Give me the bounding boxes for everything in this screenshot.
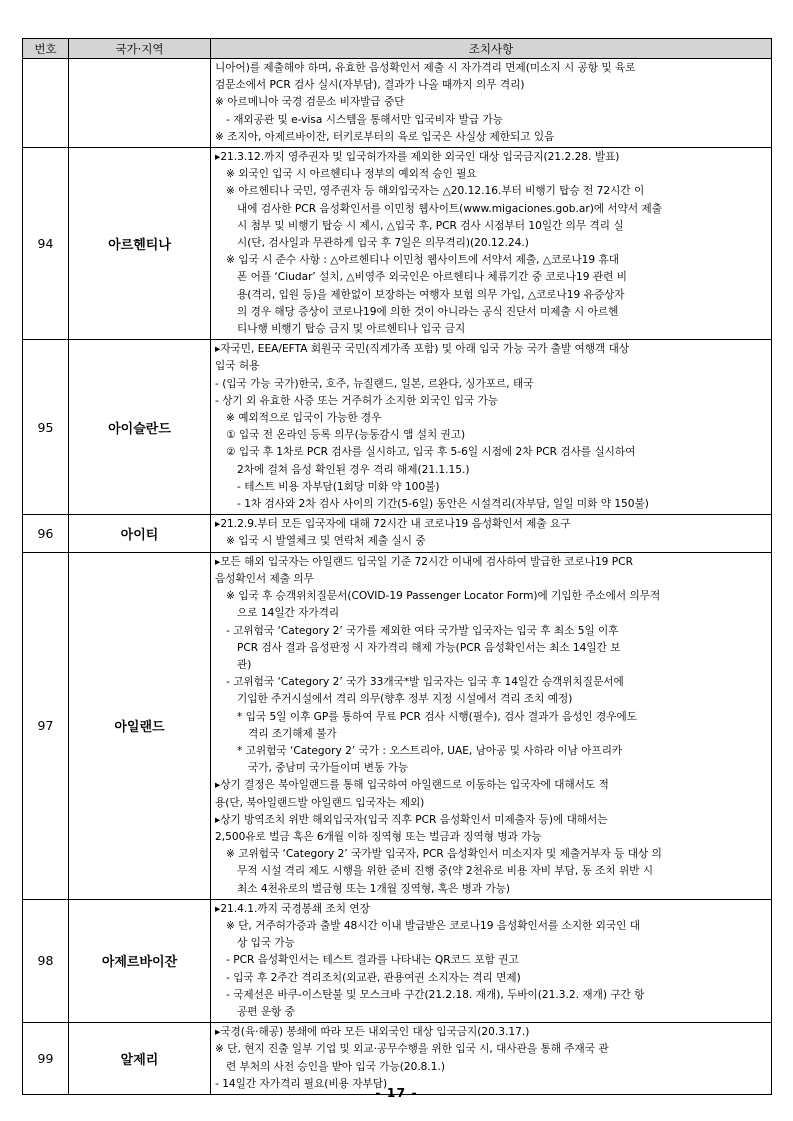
measure-line: - 상기 외 유효한 사증 또는 거주허가 소지한 외국인 입국 가능 <box>215 394 499 407</box>
measure-line: ▸21.4.1.까지 국경봉쇄 조치 연장 <box>215 902 370 915</box>
measure-line: ※ 입국 후 승객위치질문서(COVID-19 Passenger Locator Form)에 기입한 주소에서 의무적 <box>226 590 661 603</box>
measure-line: 입국 허용 <box>215 360 260 373</box>
row-number: 95 <box>23 340 69 515</box>
row-measures <box>211 515 772 552</box>
row-country: 아일랜드 <box>69 552 211 899</box>
measure-line: 폰 어플 ‘Ciudar’ 설치, △비영주 외국인은 아르헨티나 체류기간 중 코로나19 관련 비 <box>237 271 627 284</box>
table-header-row <box>23 39 772 59</box>
measure-line: ※ 입국 시 발열체크 및 연락처 제출 실시 중 <box>226 535 426 548</box>
row-measures <box>211 148 772 340</box>
document-page <box>22 38 771 1095</box>
measures-table <box>22 38 772 1095</box>
measure-line: 시(단, 검사일과 무관하게 입국 후 7일은 의무격리)(20.12.24.) <box>237 237 529 250</box>
measure-line: ▸상기 방역조치 위반 해외입국자(입국 직후 PCR 음성확인서 미제출자 등)에 대해서는 <box>215 813 608 826</box>
measure-line: - 고위험국 ‘Category 2’ 국가를 제외한 여타 국가발 입국자는 입국 후 최소 5일 이후 <box>226 624 619 637</box>
measure-line: - 입국 후 2주간 격리조치(외교관, 관용여권 소지자는 격리 면제) <box>226 971 521 984</box>
measure-line: 2차에 걸쳐 음성 확인된 경우 격리 해제(21.1.15.) <box>237 463 470 476</box>
header-country: 국가·지역 <box>69 39 211 59</box>
row-country: 아제르바이잔 <box>69 899 211 1022</box>
measure-line: ※ 고위험국 ‘Category 2’ 국가발 입국자, PCR 음성확인서 미소지자 및 제출거부자 등 대상 의 <box>226 848 662 861</box>
measure-line: - (입국 가능 국가)한국, 호주, 뉴질랜드, 일본, 르완다, 싱가포르, 태국 <box>215 377 534 390</box>
header-number: 번호 <box>23 39 69 59</box>
table-row <box>23 515 772 552</box>
row-country: 알제리 <box>69 1023 211 1095</box>
page-number: - 17 - <box>375 1085 418 1100</box>
table-row <box>23 1023 772 1095</box>
row-measures <box>211 59 772 148</box>
table-row <box>23 899 772 1022</box>
measure-line: - 국제선은 바쿠-이스탄불 및 모스크바 구간(21.2.18. 재개), 두바이(21.3.2. 재개) 구간 항 <box>226 988 645 1001</box>
measure-line: ▸모든 해외 입국자는 아일랜드 입국일 기준 72시간 이내에 검사하여 발급한 코로나19 PCR <box>215 555 633 568</box>
table-row <box>23 552 772 899</box>
measure-line: ※ 외국인 입국 시 아르헨티나 정부의 예외적 승인 필요 <box>226 168 477 181</box>
measure-line: ※ 입국 시 준수 사항 : △아르헨티나 이민청 웹사이트에 서약서 제출, △코로나19 휴대 <box>226 254 620 267</box>
measure-line: ※ 단, 현지 진출 일부 기업 및 외교·공무수행을 위한 입국 시, 대사관을 통해 주재국 관 <box>215 1043 609 1056</box>
measure-line: 니아어)를 제출해야 하며, 유효한 음성확인서 제출 시 자가격리 면제(미소지 시 공항 및 육로 <box>215 62 636 74</box>
measure-line: 음성확인서 제출 의무 <box>215 572 314 585</box>
measure-line: 무적 시설 격리 제도 시행을 위한 준비 진행 중(약 2천유로 비용 자비 부담, 동 조치 위반 시 <box>237 865 654 878</box>
row-country: 아이슬란드 <box>69 340 211 515</box>
measure-line: 관) <box>237 658 252 671</box>
header-measures: 조치사항 <box>211 39 772 59</box>
row-country <box>69 59 211 148</box>
measure-line: 으로 14일간 자가격리 <box>237 607 340 620</box>
row-number <box>23 59 69 148</box>
measure-line: ※ 예외적으로 입국이 가능한 경우 <box>226 412 382 425</box>
measure-line: 2,500유로 벌금 혹은 6개월 이하 징역형 또는 벌금과 징역형 병과 가능 <box>215 830 542 843</box>
measure-line: 의 경우 해당 증상이 코로나19에 의한 것이 아니라는 공식 진단서 미제출 시 아르헨 <box>237 305 619 318</box>
measure-line: - PCR 음성확인서는 테스트 결과를 나타내는 QR코드 포함 권고 <box>226 954 519 967</box>
measure-line: ▸21.2.9.부터 모든 입국자에 대해 72시간 내 코로나19 음성확인서 제출 요구 <box>215 518 571 531</box>
measure-line: ▸자국민, EEA/EFTA 회원국 국민(직계가족 포함) 및 아래 입국 가능 국가 출발 여행객 대상 <box>215 343 630 356</box>
measure-line: ※ 조지아, 아제르바이잔, 터키로부터의 육로 입국은 사실상 제한되고 있음 <box>215 130 555 143</box>
measure-line: ① 입국 전 온라인 등록 의무(능동감시 앱 설치 권고) <box>226 429 466 442</box>
measure-line: * 고위험국 ‘Category 2’ 국가 : 오스트리아, UAE, 남아공 및 사하라 이남 아프리카 <box>237 744 623 757</box>
measure-line: 련 부처의 사전 승인을 받아 입국 가능(20.8.1.) <box>226 1060 446 1073</box>
measure-line: ② 입국 후 1차로 PCR 검사를 실시하고, 입국 후 5-6일 시점에 2차 PCR 검사를 실시하여 <box>226 446 636 459</box>
measure-line: ※ 단, 거주허가증과 출발 48시간 이내 발급받은 코로나19 음성확인서를 소지한 외국인 대 <box>226 919 640 932</box>
table-row <box>23 59 772 148</box>
measure-line: - 고위험국 ‘Category 2’ 국가 33개국*발 입국자는 입국 후 14일간 승객위치질문서에 <box>226 676 624 689</box>
table-row <box>23 340 772 515</box>
row-measures <box>211 1023 772 1095</box>
measure-line: 격리 조기해제 불가 <box>248 727 337 740</box>
measure-line: - 테스트 비용 자부담(1회당 미화 약 100불) <box>237 480 440 493</box>
measure-line: 시 첨부 및 비행기 탑승 시 제시, △입국 후, PCR 검사 시점부터 10일간 의무 격리 실 <box>237 219 624 232</box>
row-country: 아르헨티나 <box>69 148 211 340</box>
row-number: 94 <box>23 148 69 340</box>
measure-line: - 재외공관 및 e-visa 시스템을 통해서만 입국비자 발급 가능 <box>226 113 503 126</box>
measure-line: 내에 검사한 PCR 음성확인서를 이민청 웹사이트(www.migaciones.gob.ar)에 서약서 제출 <box>237 202 662 215</box>
measure-line: 티나행 비행기 탑승 금지 및 아르헨티나 입국 금지 <box>237 323 466 336</box>
measure-line: PCR 검사 결과 음성판정 시 자가격리 해제 가능(PCR 음성확인서는 최소 14일간 보 <box>237 641 621 654</box>
row-country: 아이티 <box>69 515 211 552</box>
row-number: 96 <box>23 515 69 552</box>
measure-line: 공편 운항 중 <box>237 1005 295 1018</box>
measure-line: - 1차 검사와 2차 검사 사이의 기간(5-6일) 동안은 시설격리(자부담, 일일 미화 약 150불) <box>237 498 649 511</box>
row-number: 97 <box>23 552 69 899</box>
measure-line: 최소 4천유로의 벌금형 또는 1개월 징역형, 혹은 병과 가능) <box>237 882 511 895</box>
measure-line: ※ 아르헨티나 국민, 영주권자 등 해외입국자는 △20.12.16.부터 비행기 탑승 전 72시간 이 <box>226 185 645 198</box>
row-number: 98 <box>23 899 69 1022</box>
measure-line: 용(격리, 입원 등)을 제한없이 보장하는 여행자 보험 의무 가입, △코로나19 유증상자 <box>237 288 625 301</box>
measure-line: 검문소에서 PCR 검사 실시(자부담), 결과가 나올 때까지 의무 격리) <box>215 79 525 92</box>
measure-line: ▸국경(육·해공) 봉쇄에 따라 모든 내외국인 대상 입국금지(20.3.17.) <box>215 1026 530 1039</box>
measure-line: ▸상기 결정은 북아일랜드를 통해 입국하여 아일랜드로 이동하는 입국자에 대해서도 적 <box>215 779 609 792</box>
row-measures <box>211 340 772 515</box>
table-row <box>23 148 772 340</box>
row-measures <box>211 899 772 1022</box>
measure-line: * 입국 5일 이후 GP를 통하여 무료 PCR 검사 시행(필수), 검사 결과가 음성인 경우에도 <box>237 710 637 723</box>
measure-line: 기입한 주거시설에서 격리 의무(향후 정부 지정 시설에서 격리 조치 예정) <box>237 693 573 706</box>
measure-line: ▸21.3.12.까지 영주권자 및 입국허가자를 제외한 외국인 대상 입국금지(21.2.28. 발표) <box>215 151 620 164</box>
measure-line: 상 입국 가능 <box>237 937 295 950</box>
row-measures <box>211 552 772 899</box>
measure-line: ※ 아르메니아 국경 검문소 비자발급 중단 <box>215 96 405 109</box>
row-number: 99 <box>23 1023 69 1095</box>
measure-line: 국가, 중남미 국가들이며 변동 가능 <box>248 762 409 775</box>
measure-line: - 14일간 자가격리 필요(비용 자부담) <box>215 1077 388 1090</box>
measure-line: 용(단, 북아일랜드발 아일랜드 입국자는 제외) <box>215 796 425 809</box>
